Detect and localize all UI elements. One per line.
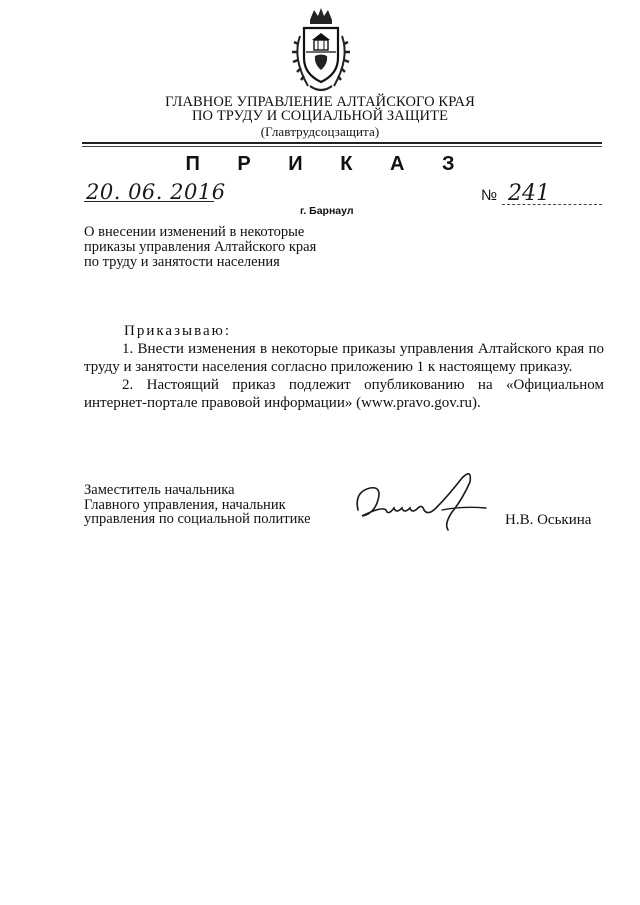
header-divider-thick <box>82 142 602 144</box>
org-name-line1: ГЛАВНОЕ УПРАВЛЕНИЕ АЛТАЙСКОГО КРАЯ <box>165 94 475 110</box>
subject-line: О внесении изменений в некоторые <box>84 224 305 240</box>
document-body <box>84 322 604 412</box>
order-word: Приказываю: <box>124 323 231 339</box>
signer-title-line: Заместитель начальника <box>84 482 235 498</box>
org-name-line2: ПО ТРУДУ И СОЦИАЛЬНОЙ ЗАЩИТЕ <box>191 108 449 124</box>
coat-of-arms-icon <box>288 6 354 96</box>
subject-line: по труду и занятости населения <box>84 254 280 270</box>
document-date: 20. 06. 2016 <box>86 180 226 204</box>
document-number: 241 <box>508 181 550 206</box>
signer-title <box>84 483 311 527</box>
signer-title-line: Главного управления, начальник <box>84 496 286 513</box>
subject-line: приказы управления Алтайского края <box>84 239 317 255</box>
document-type-title: П Р И К А З <box>185 153 471 175</box>
signer-name: Н.В. Оськина <box>505 512 592 528</box>
signer-title-line: управления по социальной политике <box>84 511 311 527</box>
order-item: 2. Настоящий приказ подлежит опубликованию на «Официальном интернет-портале правовой информации» (www.pravo.gov.ru). <box>84 377 604 411</box>
number-sign: № <box>481 187 498 204</box>
document-city: г. Барнаул <box>300 205 354 217</box>
handwritten-signature <box>352 470 492 534</box>
header-divider-thin <box>82 146 602 147</box>
date-underline <box>84 201 214 202</box>
document-subject <box>84 225 384 270</box>
org-short-name: (Главтрудсоцзащита) <box>260 124 380 139</box>
number-underline <box>502 204 602 205</box>
order-item: 1. Внести изменения в некоторые приказы управления Алтайского края по труду и занятости населения согласно приложению 1 к настоящему приказу. <box>84 341 604 375</box>
